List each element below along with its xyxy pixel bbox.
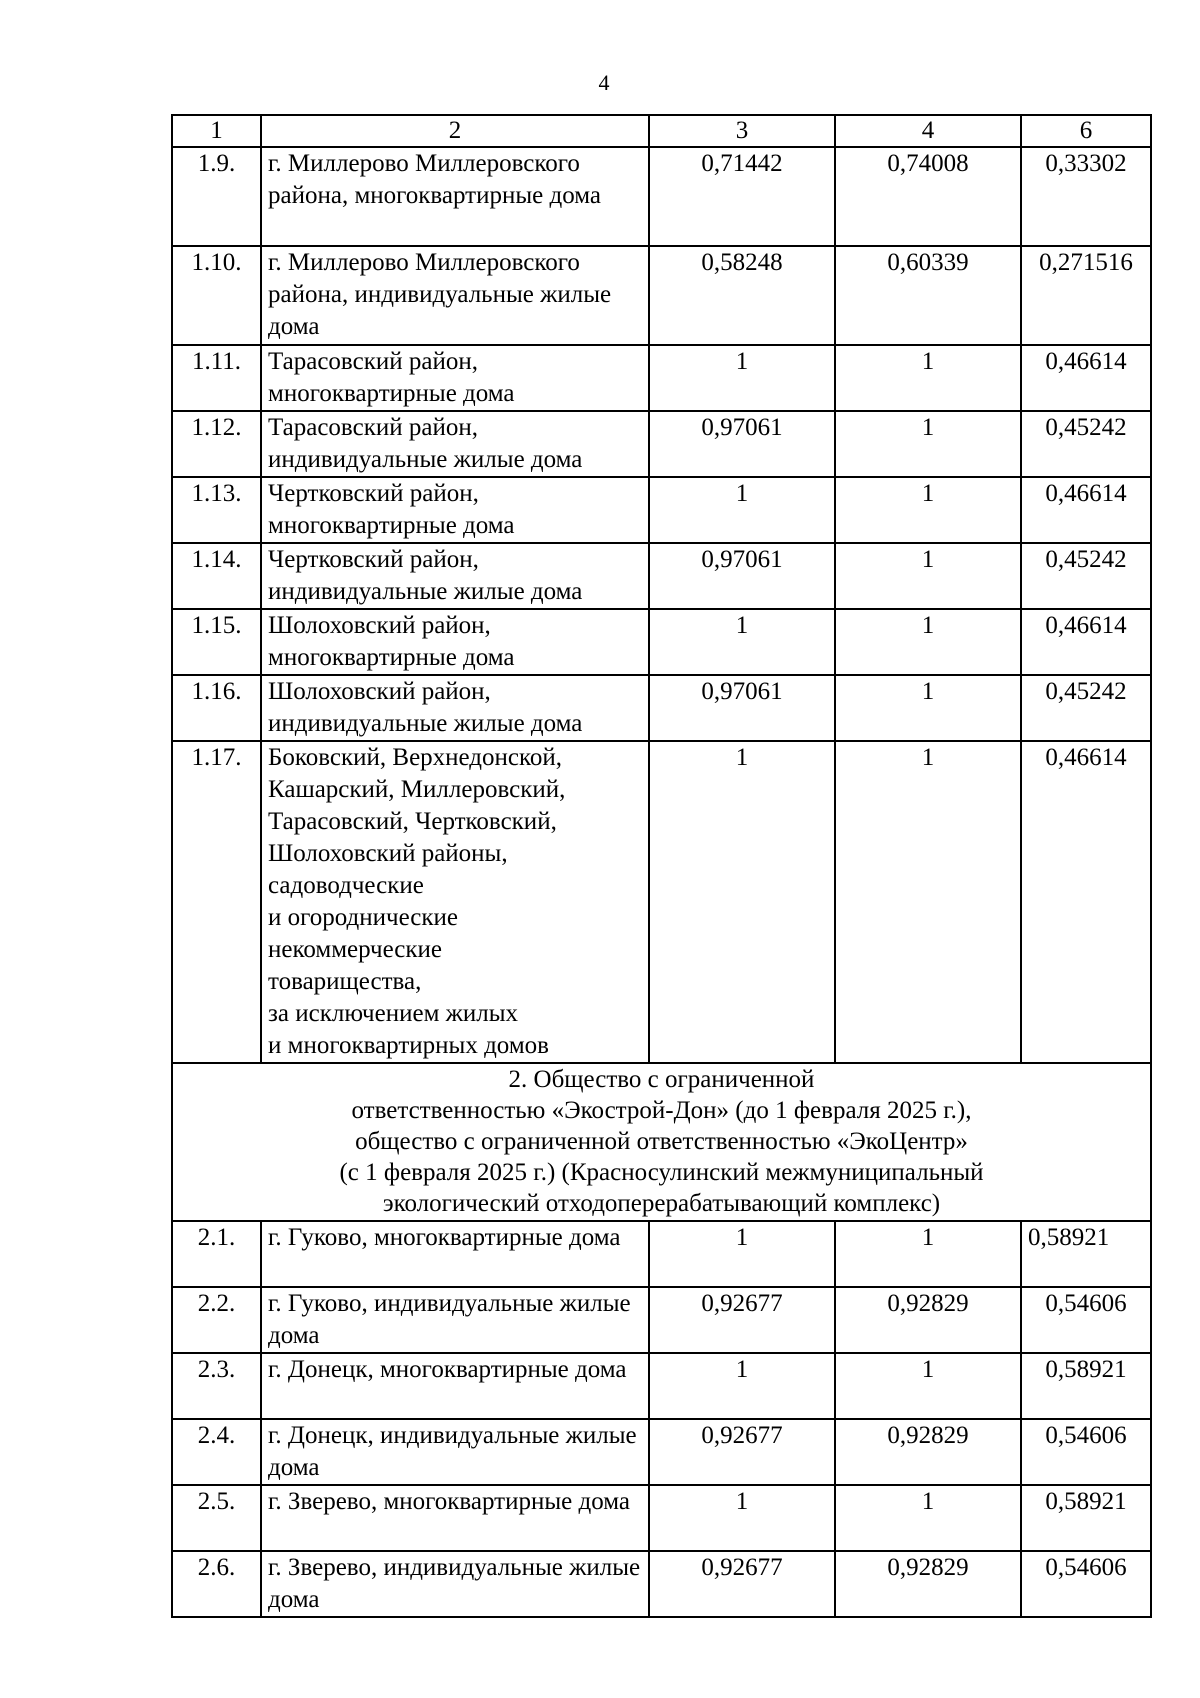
row-name-line: Тарасовский, Чертковский, (268, 808, 557, 835)
row-col-4: 1 (835, 477, 1021, 543)
row-name: г. Зверево, многоквартирные дома (261, 1485, 649, 1551)
row-number: 1.12. (172, 411, 261, 477)
row-col-6: 0,33302 (1021, 147, 1151, 246)
row-number: 1.16. (172, 675, 261, 741)
section-heading-line: (с 1 февраля 2025 г.) (Красносулинский межмуниципальный (339, 1159, 984, 1186)
row-col-3: 0,92677 (649, 1419, 835, 1485)
header-col-4: 4 (835, 115, 1021, 147)
table-row (172, 1551, 1151, 1617)
section-heading-row (172, 1063, 1151, 1221)
row-col-3: 1 (649, 609, 835, 675)
row-col-3: 1 (649, 1221, 835, 1287)
row-name: г. Донецк, многоквартирные дома (261, 1353, 649, 1419)
row-name: Чертковский район, индивидуальные жилые дома (261, 543, 649, 609)
row-name-line: и огороднические (268, 904, 459, 931)
header-col-3: 3 (649, 115, 835, 147)
row-number: 1.13. (172, 477, 261, 543)
row-name-line: за исключением жилых (268, 1000, 519, 1027)
row-col-4: 1 (835, 543, 1021, 609)
row-col-4: 1 (835, 411, 1021, 477)
row-col-6: 0,46614 (1021, 741, 1151, 1063)
row-col-3: 1 (649, 345, 835, 411)
row-col-6: 0,271516 (1021, 246, 1151, 345)
row-name-line: Боковский, Верхнедонской, (268, 744, 563, 771)
row-number: 1.11. (172, 345, 261, 411)
row-col-4: 0,92829 (835, 1287, 1021, 1353)
row-col-4: 0,92829 (835, 1419, 1021, 1485)
row-name: г. Гуково, индивидуальные жилые дома (261, 1287, 649, 1353)
row-number: 2.2. (172, 1287, 261, 1353)
row-col-6: 0,46614 (1021, 609, 1151, 675)
row-number: 2.3. (172, 1353, 261, 1419)
row-col-4: 1 (835, 1221, 1021, 1287)
row-name-line: садоводческие (268, 872, 424, 899)
row-col-3: 0,58248 (649, 246, 835, 345)
row-name: Чертковский район, многоквартирные дома (261, 477, 649, 543)
row-col-3: 0,97061 (649, 675, 835, 741)
row-number: 1.17. (172, 741, 261, 1063)
table-row (172, 1353, 1151, 1419)
row-number: 1.14. (172, 543, 261, 609)
row-col-3: 1 (649, 741, 835, 1063)
row-col-4: 1 (835, 675, 1021, 741)
row-name: г. Донецк, индивидуальные жилые дома (261, 1419, 649, 1485)
row-col-3: 0,92677 (649, 1287, 835, 1353)
row-col-6: 0,46614 (1021, 345, 1151, 411)
section-heading-line: экологический отходоперерабатывающий комплекс) (382, 1190, 941, 1217)
table-row (172, 246, 1151, 345)
row-number: 1.10. (172, 246, 261, 345)
row-col-4: 0,60339 (835, 246, 1021, 345)
header-col-6: 6 (1021, 115, 1151, 147)
table-header-row (172, 115, 1151, 147)
table-row (172, 1221, 1151, 1287)
row-number: 2.1. (172, 1221, 261, 1287)
row-number: 1.9. (172, 147, 261, 246)
table-row (172, 411, 1151, 477)
row-number: 2.4. (172, 1419, 261, 1485)
row-col-3: 1 (649, 477, 835, 543)
row-col-3: 0,71442 (649, 147, 835, 246)
row-name-line: Кашарский, Миллеровский, (268, 776, 566, 803)
table-row (172, 609, 1151, 675)
section-heading (172, 1063, 1151, 1221)
coefficients-table (171, 114, 1152, 1618)
row-name: Шолоховский район, многоквартирные дома (261, 609, 649, 675)
table-row (172, 345, 1151, 411)
row-number: 2.6. (172, 1551, 261, 1617)
row-col-3: 1 (649, 1353, 835, 1419)
row-col-4: 0,92829 (835, 1551, 1021, 1617)
row-name: Тарасовский район, многоквартирные дома (261, 345, 649, 411)
row-col-6: 0,45242 (1021, 675, 1151, 741)
section-heading-line: 2. Общество с ограниченной (508, 1066, 815, 1093)
row-col-6: 0,45242 (1021, 543, 1151, 609)
row-name: г. Миллерово Миллеровского района, многоквартирные дома (261, 147, 649, 246)
table-row (172, 477, 1151, 543)
table-row (172, 1485, 1151, 1551)
row-col-4: 0,74008 (835, 147, 1021, 246)
row-col-3: 0,92677 (649, 1551, 835, 1617)
row-col-6: 0,58921 (1021, 1485, 1151, 1551)
row-col-4: 1 (835, 345, 1021, 411)
row-col-6: 0,58921 (1021, 1221, 1151, 1287)
table-row (172, 675, 1151, 741)
row-name (261, 741, 649, 1063)
header-col-2: 2 (261, 115, 649, 147)
row-name: г. Гуково, многоквартирные дома (261, 1221, 649, 1287)
row-col-3: 0,97061 (649, 411, 835, 477)
page-number: 4 (598, 70, 610, 95)
row-name: Тарасовский район, индивидуальные жилые дома (261, 411, 649, 477)
table-row (172, 1419, 1151, 1485)
header-col-1: 1 (172, 115, 261, 147)
row-col-6: 0,46614 (1021, 477, 1151, 543)
row-col-6: 0,58921 (1021, 1353, 1151, 1419)
row-name-line: Шолоховский районы, (268, 840, 508, 867)
section-heading-line: общество с ограниченной ответственностью «ЭкоЦентр» (355, 1128, 968, 1155)
row-col-6: 0,54606 (1021, 1287, 1151, 1353)
row-col-4: 1 (835, 1485, 1021, 1551)
row-col-6: 0,45242 (1021, 411, 1151, 477)
row-col-4: 1 (835, 741, 1021, 1063)
row-name-line: товарищества, (268, 968, 422, 995)
table-row (172, 741, 1151, 1063)
row-name-line: некоммерческие (268, 936, 442, 963)
row-col-6: 0,54606 (1021, 1419, 1151, 1485)
row-col-4: 1 (835, 609, 1021, 675)
row-col-6: 0,54606 (1021, 1551, 1151, 1617)
section-heading-line: ответственностью «Экострой-Дон» (до 1 февраля 2025 г.), (351, 1097, 972, 1124)
row-name: г. Зверево, индивидуальные жилые дома (261, 1551, 649, 1617)
table-row (172, 543, 1151, 609)
row-col-3: 0,97061 (649, 543, 835, 609)
row-number: 1.15. (172, 609, 261, 675)
row-name: г. Миллерово Миллеровского района, индивидуальные жилые дома (261, 246, 649, 345)
table-row (172, 1287, 1151, 1353)
row-number: 2.5. (172, 1485, 261, 1551)
row-col-4: 1 (835, 1353, 1021, 1419)
table-row (172, 147, 1151, 246)
row-col-3: 1 (649, 1485, 835, 1551)
row-name-line: и многоквартирных домов (268, 1032, 549, 1059)
row-name: Шолоховский район, индивидуальные жилые дома (261, 675, 649, 741)
